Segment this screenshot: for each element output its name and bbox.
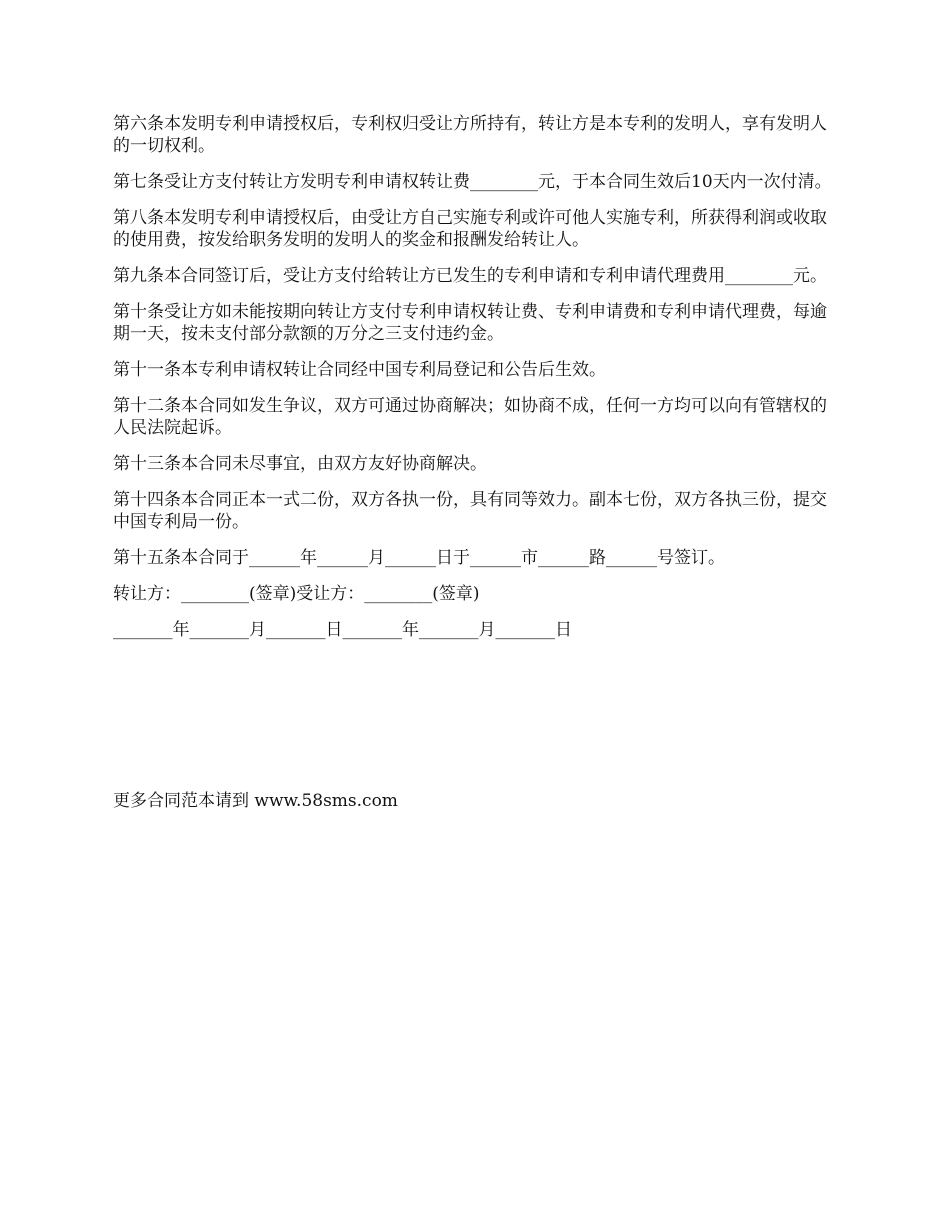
article-15: 第十五条本合同于______年______月______日于______市______路______号签订。 xyxy=(113,548,725,568)
article-12: 第十二条本合同如发生争议，双方可通过协商解决；如协商不成，任何一方均可以向有管辖权的人民法院起诉。 xyxy=(113,396,827,438)
article-7: 第七条受让方支付转让方发明专利申请权转让费________元，于本合同生效后10天内一次付清。 xyxy=(113,172,832,192)
article-13: 第十三条本合同未尽事宜，由双方友好协商解决。 xyxy=(113,454,487,474)
footer-note: 更多合同范本请到 www.58sms.com xyxy=(113,791,398,811)
article-6: 第六条本发明专利申请授权后，专利权归受让方所持有，转让方是本专利的发明人，享有发明人的一切权利。 xyxy=(113,114,827,156)
contract-body xyxy=(113,113,843,641)
article-14: 第十四条本合同正本一式二份，双方各执一份，具有同等效力。副本七份，双方各执三份，提交中国专利局一份。 xyxy=(113,490,827,532)
article-9: 第九条本合同签订后，受让方支付给转让方已发生的专利申请和专利申请代理费用________元。 xyxy=(113,266,827,286)
article-10: 第十条受让方如未能按期向转让方支付专利申请权转让费、专利申请费和专利申请代理费，每逾期一天，按未支付部分款额的万分之三支付违约金。 xyxy=(113,302,827,344)
signature-date-line: _______年_______月_______日_______年_______月_______日 xyxy=(113,620,572,640)
signature-line: 转让方：________(签章)受让方：________(签章) xyxy=(113,584,480,604)
article-8: 第八条本发明专利申请授权后，由受让方自己实施专利或许可他人实施专利，所获得利润或收取的使用费，按发给职务发明的发明人的奖金和报酬发给转让人。 xyxy=(113,208,827,250)
article-11: 第十一条本专利申请权转让合同经中国专利局登记和公告后生效。 xyxy=(113,360,606,380)
